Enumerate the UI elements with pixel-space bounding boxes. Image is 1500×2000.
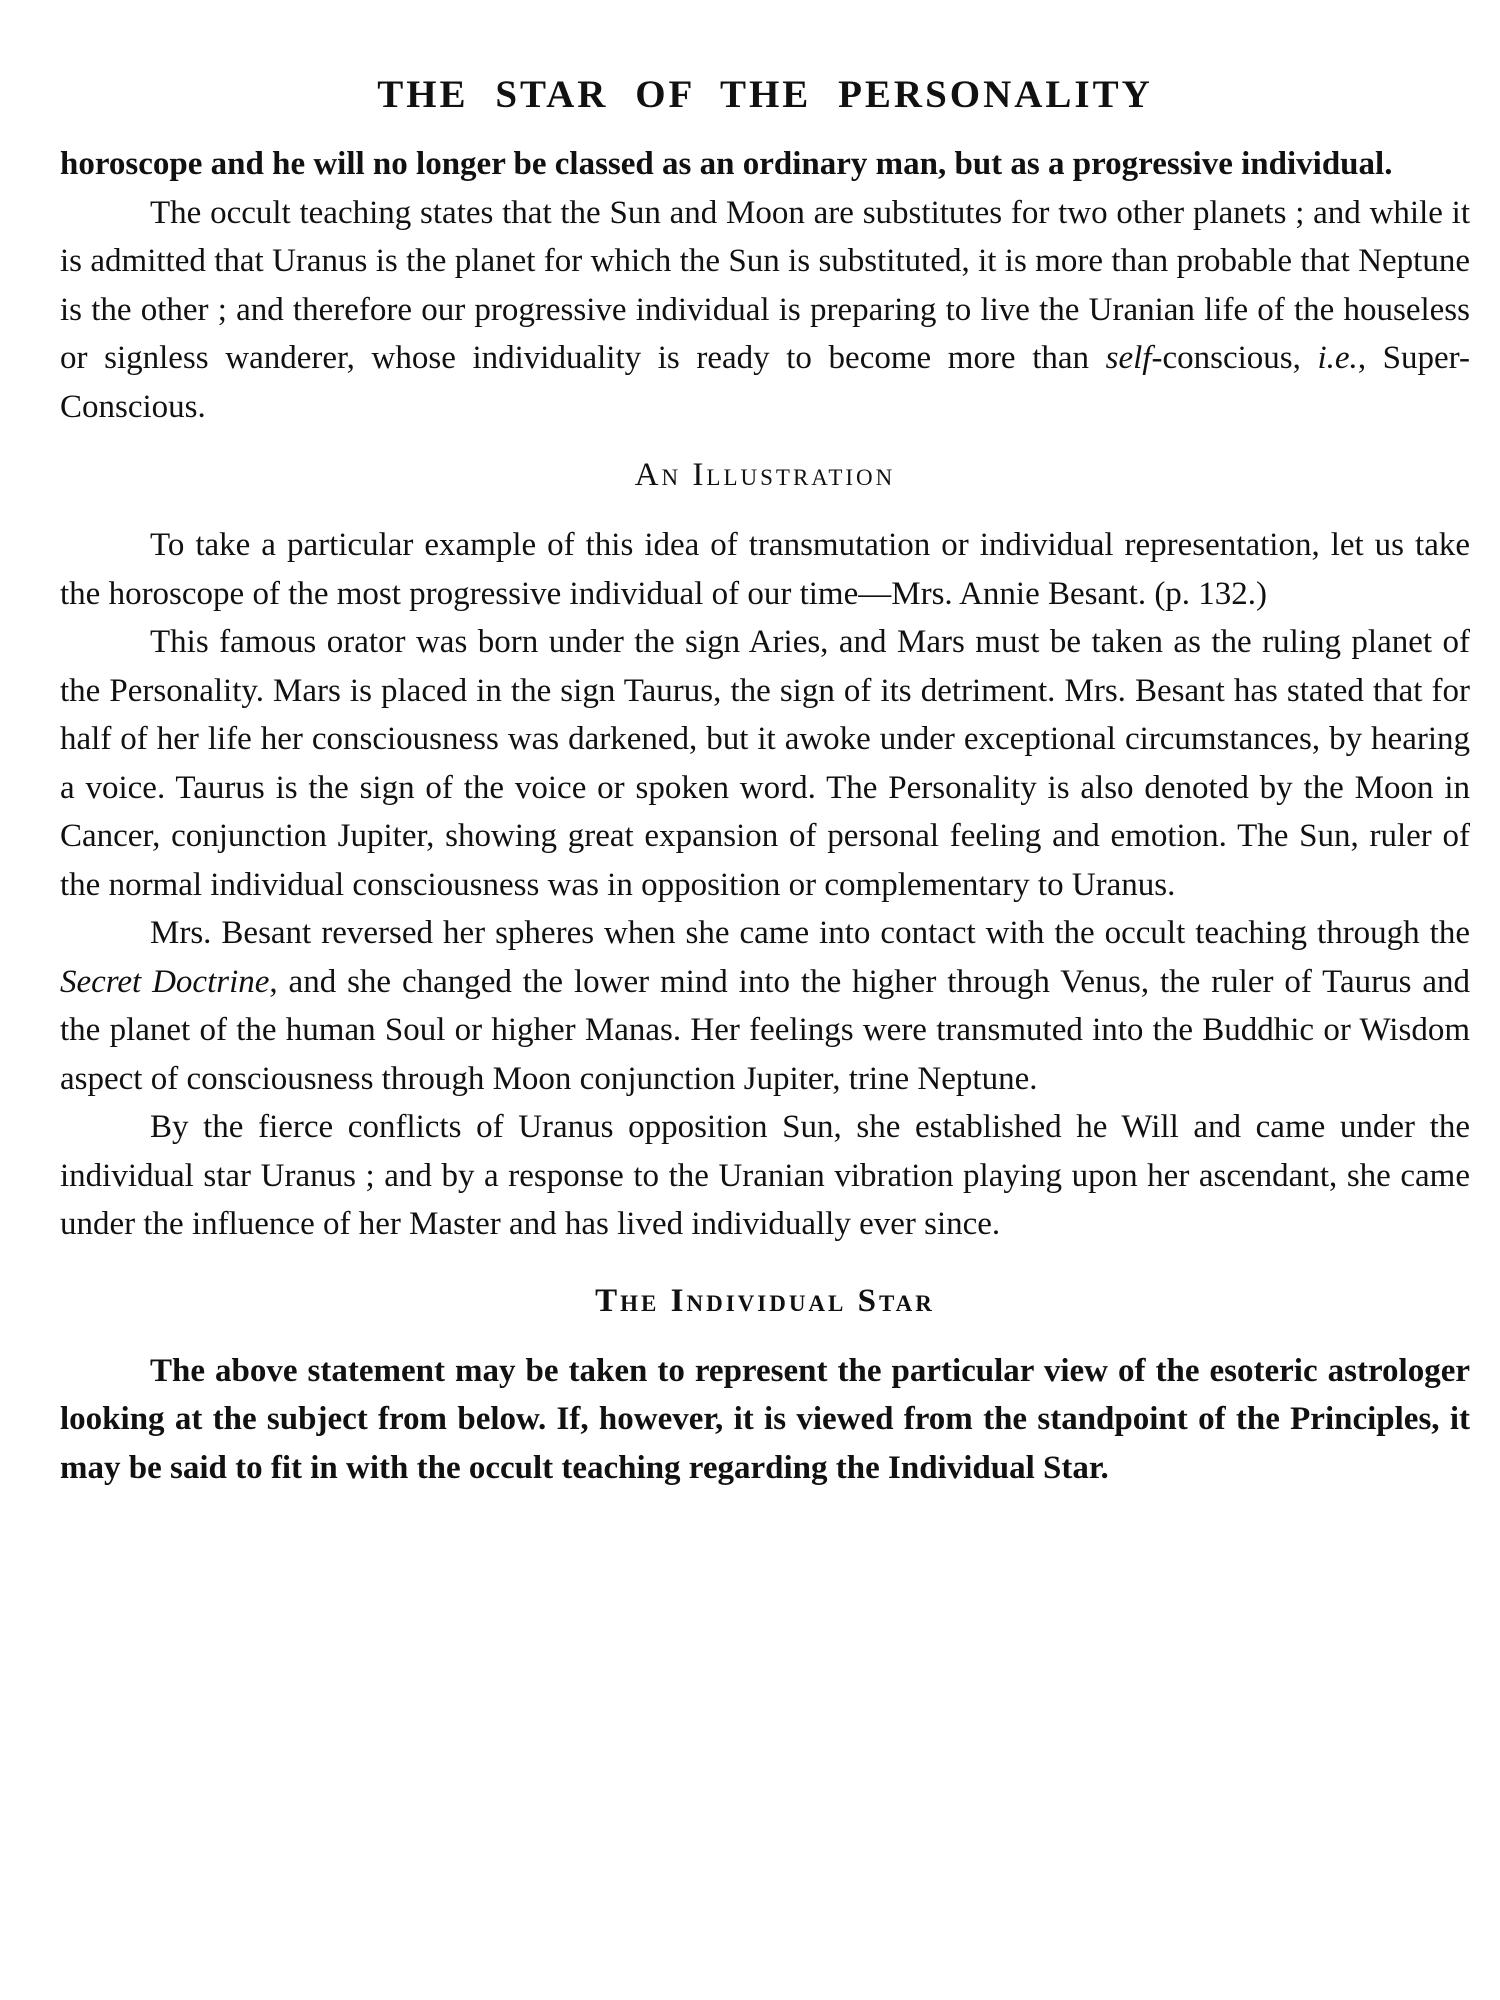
besant-paragraph bbox=[60, 909, 1470, 1103]
besant-text-before: Mrs. Besant reversed her spheres when she came into contact with the occult teaching through the bbox=[150, 915, 1470, 951]
ie-italic: i.e. bbox=[1317, 340, 1358, 376]
running-head: THE STAR OF THE PERSONALITY bbox=[377, 73, 1153, 116]
occult-text-middle: -conscious, bbox=[1151, 340, 1318, 376]
continued-paragraph: horoscope and he will no longer be classed as an ordinary man, but as a progressive individual. bbox=[60, 146, 1393, 182]
orator-paragraph: This famous orator was born under the sign Aries, and Mars must be taken as the ruling planet of the Personality. Mars is placed in the sign Taurus, the sign of its detriment. Mrs. Besant has stated that for half of her life her consciousness was darkened, but it awoke under exceptional circumstances, by hearing a voice. Taurus is the sign of the voice or spoken word. The Personality is also denoted by the Moon in Cancer, conjunction Jupiter, showing great expansion of personal feeling and emotion. The Sun, ruler of the normal individual consciousness was in opposition or complementary to Uranus. bbox=[60, 624, 1470, 903]
besant-text-after: , and she changed the lower mind into the higher through Venus, the ruler of Taurus and the planet of the human Soul or higher Manas. Her feelings were transmuted into the Buddhic or Wisdom aspect of consciousness through Moon conjunction Jupiter, trine Neptune. bbox=[60, 963, 1470, 1097]
secret-doctrine-italic: Secret Doctrine bbox=[60, 963, 270, 1000]
section-heading-individual-star: The Individual Star bbox=[595, 1282, 935, 1319]
occult-text-after: , Super-Conscious. bbox=[60, 340, 1470, 425]
example-paragraph: To take a particular example of this idea of transmutation or individual representation, let us take the horoscope of the most progressive individual of our time—Mrs. Annie Besant. (p. 132.) bbox=[60, 527, 1470, 612]
individual-star-paragraph: The above statement may be taken to represent the particular view of the esoteric astrologer looking at the subject from below. If, however, it is viewed from the standpoint of the Principles, it may be said to fit in with the occult teaching regarding the Individual Star. bbox=[60, 1352, 1470, 1486]
uranus-paragraph: By the fierce conflicts of Uranus opposition Sun, she established he Will and came under the individual star Uranus ; and by a response to the Uranian vibration playing upon her ascendant, she came under the influence of her Master and has lived individually ever since. bbox=[60, 1109, 1470, 1242]
self-italic: self bbox=[1105, 340, 1152, 376]
book-page bbox=[60, 70, 1470, 1970]
section-heading-illustration: An Illustration bbox=[634, 457, 896, 493]
occult-text-before: The occult teaching states that the Sun and Moon are substitutes for two other planets ; and while it is admitted that Uranus is the planet for which the Sun is substituted, it is more than probable that Neptune is the other ; and therefore our progressive individual is preparing to live the Uranian life of the houseless or signless wanderer, whose individuality is ready to become more than bbox=[60, 194, 1470, 376]
occult-teaching-paragraph bbox=[60, 189, 1470, 432]
